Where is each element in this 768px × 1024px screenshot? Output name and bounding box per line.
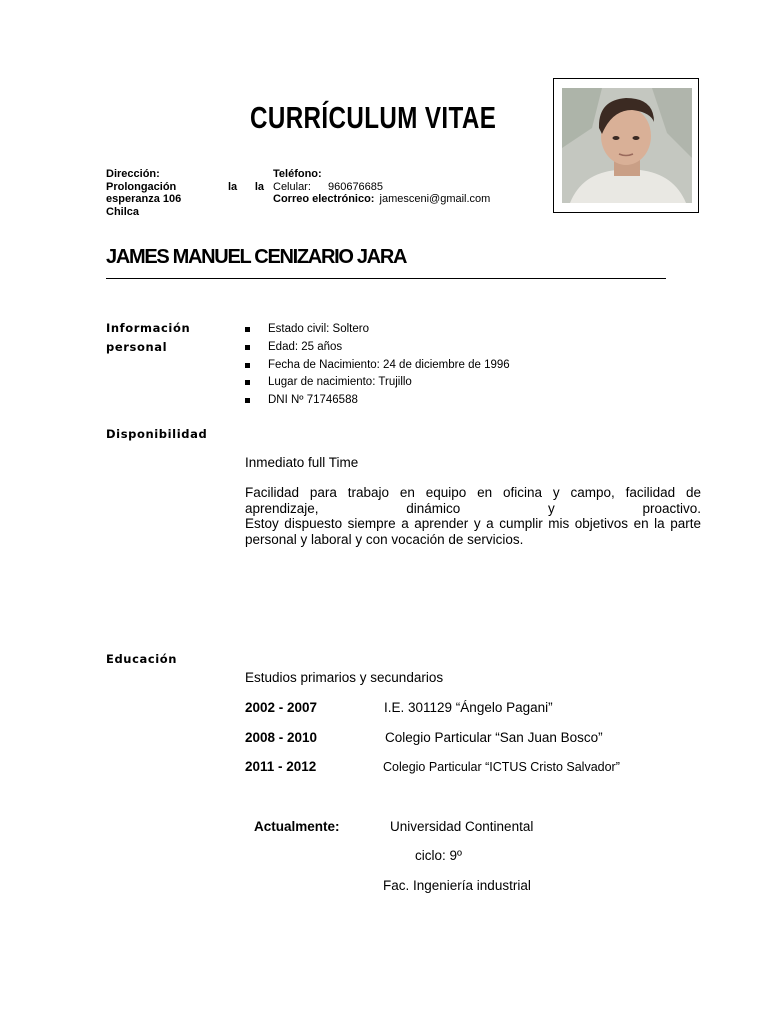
education-school: Colegio Particular “ICTUS Cristo Salvador” [383,760,620,774]
email-value: jamesceni@gmail.com [379,193,491,205]
section-label-line: Información [106,321,191,335]
current-label: Actualmente: [254,819,340,834]
education-intro: Estudios primarios y secundarios [245,670,444,685]
contact-block [273,168,543,206]
current-faculty: Fac. Ingeniería industrial [383,878,531,893]
address-word: Prolongación [106,180,177,193]
section-label-education: Educación [106,652,178,666]
email-label: Correo electrónico: [273,193,375,205]
education-school: Colegio Particular “San Juan Bosco” [385,730,603,745]
education-years: 2002 - 2007 [245,700,318,715]
current-cycle: ciclo: 9º [415,848,462,863]
education-row [245,730,317,745]
person-name: JAMES MANUEL CENIZARIO JARA [106,246,407,268]
paragraph-line: personal y laboral y con vocación de servicios. [245,531,524,547]
personal-info-list [244,321,510,410]
paragraph-line [245,501,701,517]
address-block [106,168,264,218]
education-years: 2011 - 2012 [245,759,317,774]
header-divider [106,278,666,279]
paragraph-word: y [548,500,555,516]
list-item: Lugar de nacimiento: Trujillo [244,374,510,392]
list-item: Estado civil: Soltero [244,321,510,339]
page-title: CURRÍCULUM VITAE [250,100,497,135]
phone-label: Teléfono: [273,168,322,180]
profile-photo-frame [553,78,699,213]
list-item: DNI Nº 71746588 [244,392,510,410]
paragraph-word: aprendizaje, [245,500,319,516]
profile-photo [562,88,692,203]
list-item: Edad: 25 años [244,339,510,357]
paragraph-line: Facilidad para trabajo en equipo en oficina y campo, facilidad de [245,485,701,500]
cell-line [273,181,543,194]
address-word: la [227,180,238,193]
section-label-line: personal [106,340,168,354]
paragraph-word: proactivo. [642,500,701,516]
address-line-1 [106,181,264,194]
profile-paragraph [245,485,701,547]
address-label: Dirección: [106,168,160,180]
education-row [245,759,316,774]
person-portrait-icon [562,88,692,203]
current-university: Universidad Continental [390,819,534,834]
email-line [273,193,543,206]
paragraph-line: Estoy dispuesto siempre a aprender y a cumplir mis objetivos en la parte [245,516,701,531]
cell-value: 960676685 [327,180,384,193]
address-line-3: Chilca [106,205,140,218]
paragraph-word: dinámico [406,500,461,516]
education-school: I.E. 301129 “Ángelo Pagani” [384,700,553,715]
education-row [245,700,317,715]
section-label-personal [106,319,190,357]
cell-label: Celular: [273,180,311,193]
section-label-availability: Disponibilidad [106,427,208,441]
address-word: la [254,180,264,193]
education-years: 2008 - 2010 [245,730,318,745]
list-item: Fecha de Nacimiento: 24 de diciembre de 1996 [244,357,510,375]
address-line-2: esperanza 106 [106,193,182,205]
availability-value: Inmediato full Time [245,455,359,470]
